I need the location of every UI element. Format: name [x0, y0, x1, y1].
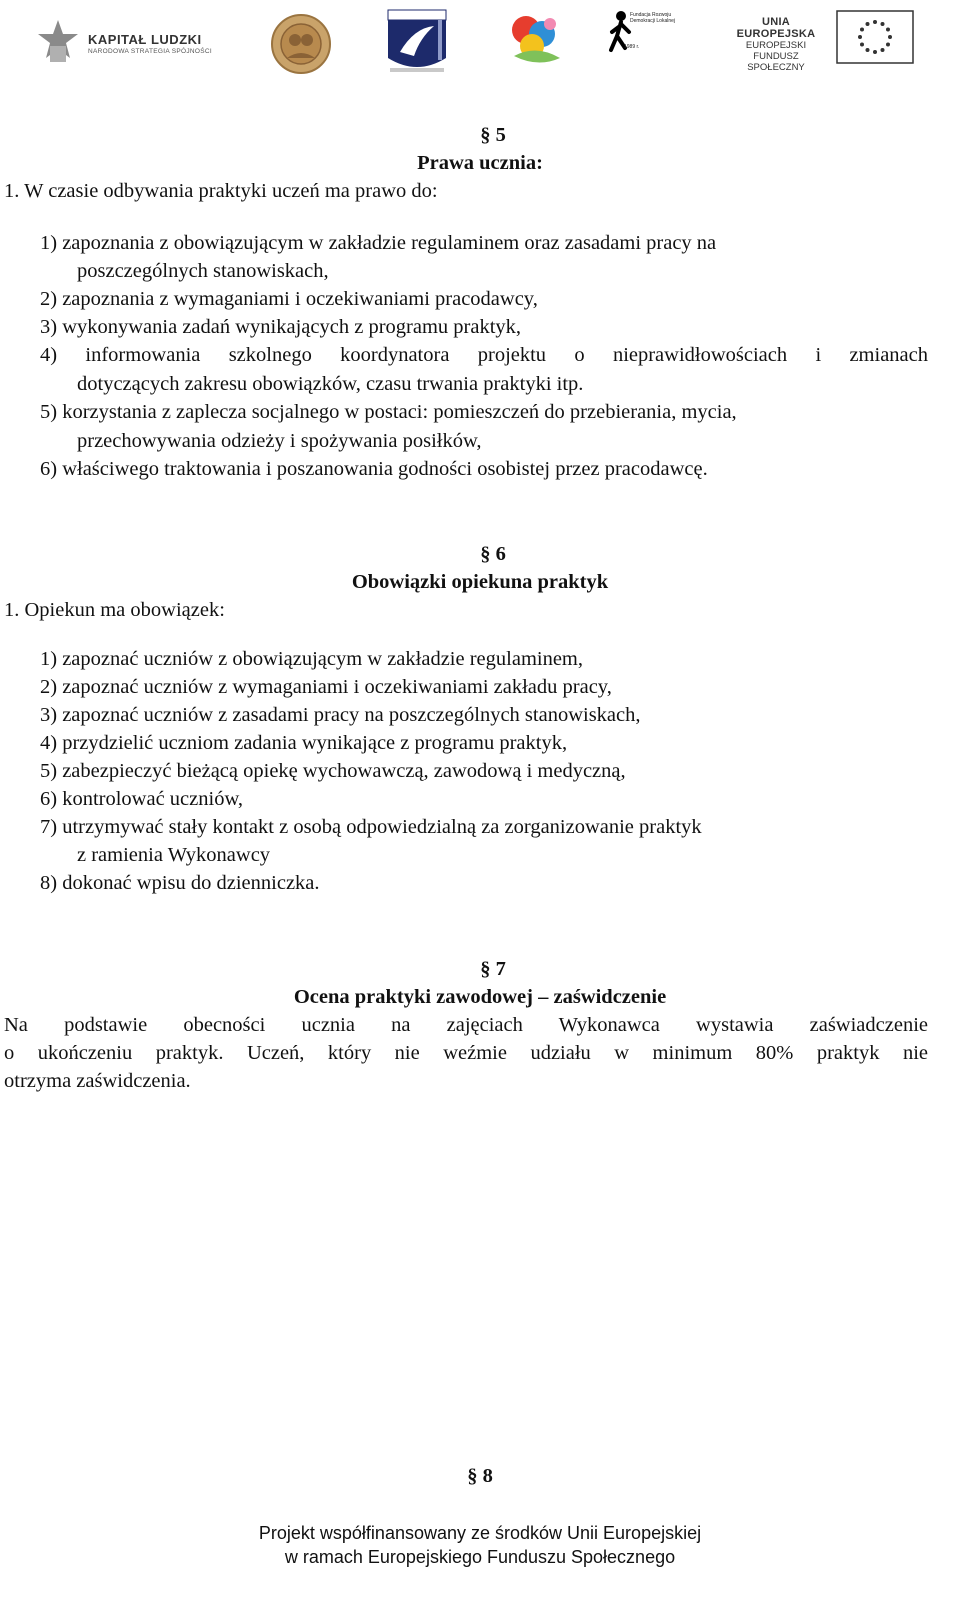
section6-line: 7) utrzymywać stały kontakt z osobą odpowiedzialną za zorganizowanie praktyk: [40, 816, 702, 838]
section5-line: poszczególnych stanowiskach,: [77, 260, 329, 282]
section6-line: 1) zapoznać uczniów z obowiązującym w zakładzie regulaminem,: [40, 648, 583, 670]
section7-number: § 7: [480, 958, 506, 980]
section6-line: 4) przydzielić uczniom zadania wynikające z programu praktyk,: [40, 732, 568, 754]
eu-line3: FUNDUSZ SPOŁECZNY: [747, 51, 805, 73]
section5-line: 2) zapoznania z wymaganiami i oczekiwaniami pracodawcy,: [40, 288, 538, 310]
section5-line: 3) wykonywania zadań wynikających z programu praktyk,: [40, 316, 522, 338]
section6-line: 3) zapoznać uczniów z zasadami pracy na poszczególnych stanowiskach,: [40, 704, 641, 726]
section6-line: 6) kontrolować uczniów,: [40, 788, 244, 810]
section5-line: dotyczących zakresu obowiązków, czasu trwania praktyki itp.: [77, 373, 584, 395]
school-crest-icon: [384, 8, 450, 76]
section6-line: 8) dokonać wpisu do dzienniczka.: [40, 872, 320, 894]
section7-paragraph-line: Na podstawie obecności ucznia na zajęciach Wykonawca wystawia zaświadczenie: [4, 1014, 928, 1036]
section5-title: Prawa ucznia:: [417, 152, 543, 174]
colorful-logo-icon: [504, 10, 568, 72]
kapital-ludzki-star-icon: [36, 16, 80, 66]
eu-text: [724, 16, 828, 73]
eu-line1: UNIA EUROPEJSKA: [736, 16, 816, 40]
section6-intro: 1. Opiekun ma obowiązek:: [4, 599, 225, 621]
section5-number: § 5: [480, 124, 506, 146]
fundacja-rozwoju-year: 1989 r.: [624, 44, 640, 50]
section8-number: § 8: [467, 1465, 493, 1487]
zaskocz-sie-logo: [504, 10, 568, 72]
school-crest-logo: [384, 8, 450, 76]
section6-title: Obowiązki opiekuna praktyk: [351, 571, 609, 593]
kapital-ludzki-title: KAPITAŁ LUDZKI: [88, 32, 202, 47]
section7-title: Ocena praktyki zawodowej – zaświdczenie: [293, 986, 667, 1008]
section7-paragraph-line: otrzyma zaświdczenia.: [4, 1070, 191, 1092]
section5-line: 6) właściwego traktowania i poszanowania godności osobistej przez pracodawcę.: [40, 458, 708, 480]
eu-flag-logo: [836, 10, 914, 64]
section6-line: 2) zapoznać uczniów z wymaganiami i oczekiwaniami zakładu pracy,: [40, 676, 612, 698]
section5-line: 5) korzystania z zaplecza socjalnego w postaci: pomieszczeń do przebierania, mycia,: [40, 401, 737, 423]
kapital-ludzki-subtitle: NARODOWA STRATEGIA SPÓJNOŚCI: [88, 48, 212, 55]
medal-icon: [270, 12, 332, 76]
eu-stars-icon: [836, 10, 914, 64]
kapital-ludzki-logo: [36, 14, 236, 70]
school-medal-logo: [270, 12, 332, 76]
section5-intro: 1. W czasie odbywania praktyki uczeń ma prawo do:: [4, 180, 438, 202]
section6-line: 5) zabezpieczyć bieżącą opiekę wychowawczą, zawodową i medyczną,: [40, 760, 626, 782]
footer-line2: w ramach Europejskiego Funduszu Społecznego: [284, 1547, 676, 1567]
section5-line: 1) zapoznania z obowiązującym w zakładzie regulaminem oraz zasadami pracy na: [40, 232, 717, 254]
fundacja-rozwoju-text: Fundacja Rozwoju Demokracji Lokalnej: [630, 12, 676, 24]
section5-line: 4) informowania szkolnego koordynatora projektu o nieprawidłowościach i zmianach: [40, 344, 928, 366]
section6-line: z ramienia Wykonawcy: [77, 844, 271, 866]
section5-line: przechowywania odzieży i spożywania posiłków,: [77, 430, 482, 452]
section6-number: § 6: [480, 543, 506, 565]
section7-paragraph-line: o ukończeniu praktyk. Uczeń, który nie weźmie udziału w minimum 80% praktyk nie: [4, 1042, 928, 1064]
footer-line1: Projekt współfinansowany ze środków Unii Europejskiej: [258, 1523, 702, 1543]
eu-line2: EUROPEJSKI: [745, 40, 807, 51]
